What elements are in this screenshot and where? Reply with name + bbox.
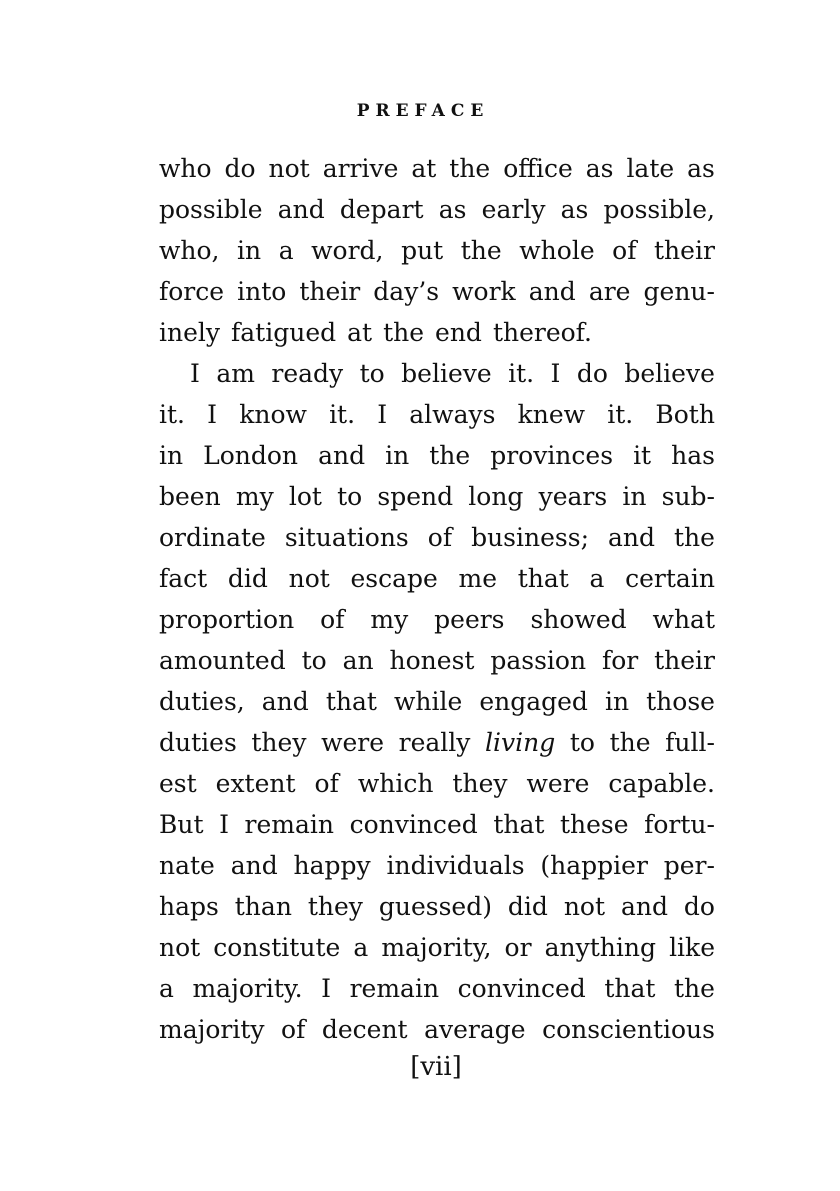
word: put: [401, 236, 444, 265]
word: or: [504, 933, 532, 962]
word: and: [528, 277, 576, 306]
word: of: [281, 1015, 306, 1044]
word: of: [320, 605, 345, 634]
word: I: [207, 400, 218, 429]
word: do: [683, 892, 715, 921]
word: peers: [434, 605, 505, 634]
word: haps: [159, 892, 219, 921]
word: it.: [607, 400, 634, 429]
word: capable.: [608, 769, 715, 798]
word: their: [654, 646, 715, 675]
text-line: [159, 517, 715, 558]
word: it.: [508, 359, 535, 388]
word: were: [321, 728, 385, 757]
word: the: [674, 523, 715, 552]
word: thereof.: [492, 318, 592, 347]
word: my: [370, 605, 409, 634]
word: in: [604, 687, 630, 716]
word: those: [646, 687, 715, 716]
word: of: [427, 523, 453, 552]
word: force: [159, 277, 225, 306]
word: do: [576, 359, 608, 388]
word: whole: [519, 236, 595, 265]
word: the: [429, 441, 471, 470]
word: conscientious: [542, 1015, 715, 1044]
text-line: [159, 886, 715, 927]
word: anything: [544, 933, 656, 962]
word: the: [673, 974, 715, 1003]
word: convinced: [457, 974, 586, 1003]
word: inely: [159, 318, 221, 347]
word: day’s: [373, 277, 440, 306]
word: passion: [490, 646, 587, 675]
word: their: [299, 277, 361, 306]
word: it.: [329, 400, 356, 429]
word: and: [608, 523, 656, 552]
word: to: [337, 482, 363, 511]
word: business;: [471, 523, 589, 552]
word: remain: [349, 974, 440, 1003]
word: escape: [350, 564, 438, 593]
word: possible: [159, 195, 263, 224]
word: honest: [389, 646, 475, 675]
word: they: [307, 892, 363, 921]
word: really: [398, 728, 471, 757]
word: and: [620, 892, 668, 921]
text-line: [159, 599, 715, 640]
word: word,: [311, 236, 384, 265]
word: than: [234, 892, 292, 921]
text-line: [159, 722, 715, 763]
text-line: [159, 558, 715, 599]
word: what: [652, 605, 715, 634]
word: and: [318, 441, 366, 470]
text-line: [159, 230, 715, 271]
word: believe: [624, 359, 715, 388]
word: ordinate: [159, 523, 266, 552]
word: not: [159, 933, 201, 962]
word: they: [452, 769, 508, 798]
word: that: [493, 810, 545, 839]
word: that: [517, 564, 569, 593]
word: at: [411, 154, 437, 183]
word: constitute: [213, 933, 341, 962]
word: did: [227, 564, 268, 593]
word: duties: [159, 728, 237, 757]
word: work: [452, 277, 516, 306]
word: an: [342, 646, 374, 675]
word: in: [622, 482, 647, 511]
text-line: [159, 640, 715, 681]
word: I: [190, 359, 200, 388]
word: spend: [377, 482, 454, 511]
word: believe: [401, 359, 492, 388]
text-line: [159, 845, 715, 886]
text-line: [159, 1009, 715, 1050]
word: I: [219, 810, 229, 839]
word: office: [503, 154, 573, 183]
word: (happier: [540, 851, 648, 880]
word: has: [671, 441, 715, 470]
word: convinced: [349, 810, 478, 839]
word: nate: [159, 851, 215, 880]
word: certain: [625, 564, 715, 593]
word: arrive: [322, 154, 399, 183]
text-line: [159, 476, 715, 517]
word: while: [393, 687, 463, 716]
word: at: [347, 318, 373, 347]
word: their: [654, 236, 715, 265]
word: in: [237, 236, 262, 265]
word: happy: [293, 851, 371, 880]
word: are: [588, 277, 631, 306]
word: of: [612, 236, 637, 265]
word: I: [550, 359, 561, 388]
word: possible,: [603, 195, 715, 224]
word: knew: [517, 400, 586, 429]
word: late: [626, 154, 675, 183]
word: genu-: [643, 277, 715, 306]
word: the: [609, 728, 651, 757]
word: not: [563, 892, 606, 921]
word: know: [239, 400, 307, 429]
word: been: [159, 482, 221, 511]
word: remain: [244, 810, 334, 839]
word: always: [409, 400, 496, 429]
text-line: [159, 189, 715, 230]
word: me: [458, 564, 498, 593]
word: per-: [663, 851, 715, 880]
word: did: [507, 892, 548, 921]
word: the: [383, 318, 425, 347]
word: as: [560, 195, 589, 224]
word: and: [230, 851, 278, 880]
word: depart: [339, 195, 424, 224]
word: proportion: [159, 605, 295, 634]
text-line: [159, 435, 715, 476]
word: decent: [321, 1015, 408, 1044]
word: guessed): [378, 892, 492, 921]
word: as: [585, 154, 614, 183]
word: provinces: [490, 441, 614, 470]
text-line: [159, 681, 715, 722]
word: and: [261, 687, 309, 716]
word: extent: [215, 769, 296, 798]
word: as: [438, 195, 467, 224]
running-head-title: PREFACE: [356, 101, 490, 121]
word: London: [203, 441, 299, 470]
word: Both: [655, 400, 715, 429]
text-line: [159, 394, 715, 435]
word: of: [314, 769, 339, 798]
word: as: [687, 154, 715, 183]
word: into: [237, 277, 287, 306]
word: were: [526, 769, 590, 798]
word: who: [159, 154, 212, 183]
word: situations: [284, 523, 409, 552]
word: individuals: [386, 851, 525, 880]
word: for: [601, 646, 639, 675]
word: and: [277, 195, 325, 224]
word: these: [559, 810, 629, 839]
word: it: [633, 441, 652, 470]
word: sub-: [661, 482, 715, 511]
word: the: [460, 236, 502, 265]
word: est: [159, 769, 197, 798]
text-line: [159, 968, 715, 1009]
word: majority: [159, 1015, 265, 1044]
word: to: [301, 646, 327, 675]
word: a: [589, 564, 605, 593]
word: I: [377, 400, 388, 429]
word: my: [235, 482, 274, 511]
word: fact: [159, 564, 208, 593]
word: do: [224, 154, 256, 183]
word: a: [278, 236, 294, 265]
word: living: [485, 728, 556, 757]
word: to: [569, 728, 595, 757]
word: average: [424, 1015, 526, 1044]
word: to: [359, 359, 385, 388]
word: ready: [271, 359, 344, 388]
word: I: [321, 974, 332, 1003]
text-line: [159, 927, 715, 968]
word: long: [468, 482, 524, 511]
word: showed: [530, 605, 627, 634]
word: years: [538, 482, 608, 511]
word: fortu-: [644, 810, 715, 839]
text-line: [159, 148, 715, 189]
word: in: [159, 441, 184, 470]
body-text: [159, 148, 715, 1050]
word: not: [268, 154, 310, 183]
text-line: [159, 353, 715, 394]
word: that: [604, 974, 656, 1003]
word: fatigued: [231, 318, 337, 347]
word: full-: [665, 728, 715, 757]
text-line: [159, 271, 715, 312]
word: duties,: [159, 687, 245, 716]
word: who,: [159, 236, 220, 265]
word: like: [669, 933, 715, 962]
word: a: [159, 974, 174, 1003]
page-number: [vii]: [410, 1052, 462, 1082]
word: But: [159, 810, 204, 839]
word: am: [216, 359, 255, 388]
word: that: [325, 687, 377, 716]
word: the: [449, 154, 491, 183]
word: end: [435, 318, 482, 347]
word: majority.: [192, 974, 303, 1003]
word: a: [353, 933, 369, 962]
text-line: [159, 312, 715, 353]
word: early: [481, 195, 546, 224]
word: majority,: [381, 933, 492, 962]
text-line: [159, 763, 715, 804]
word: engaged: [479, 687, 588, 716]
text-line: [159, 804, 715, 845]
word: amounted: [159, 646, 286, 675]
word: in: [385, 441, 410, 470]
word: not: [288, 564, 330, 593]
word: lot: [288, 482, 322, 511]
word: it.: [159, 400, 185, 429]
word: which: [357, 769, 434, 798]
word: they: [251, 728, 307, 757]
